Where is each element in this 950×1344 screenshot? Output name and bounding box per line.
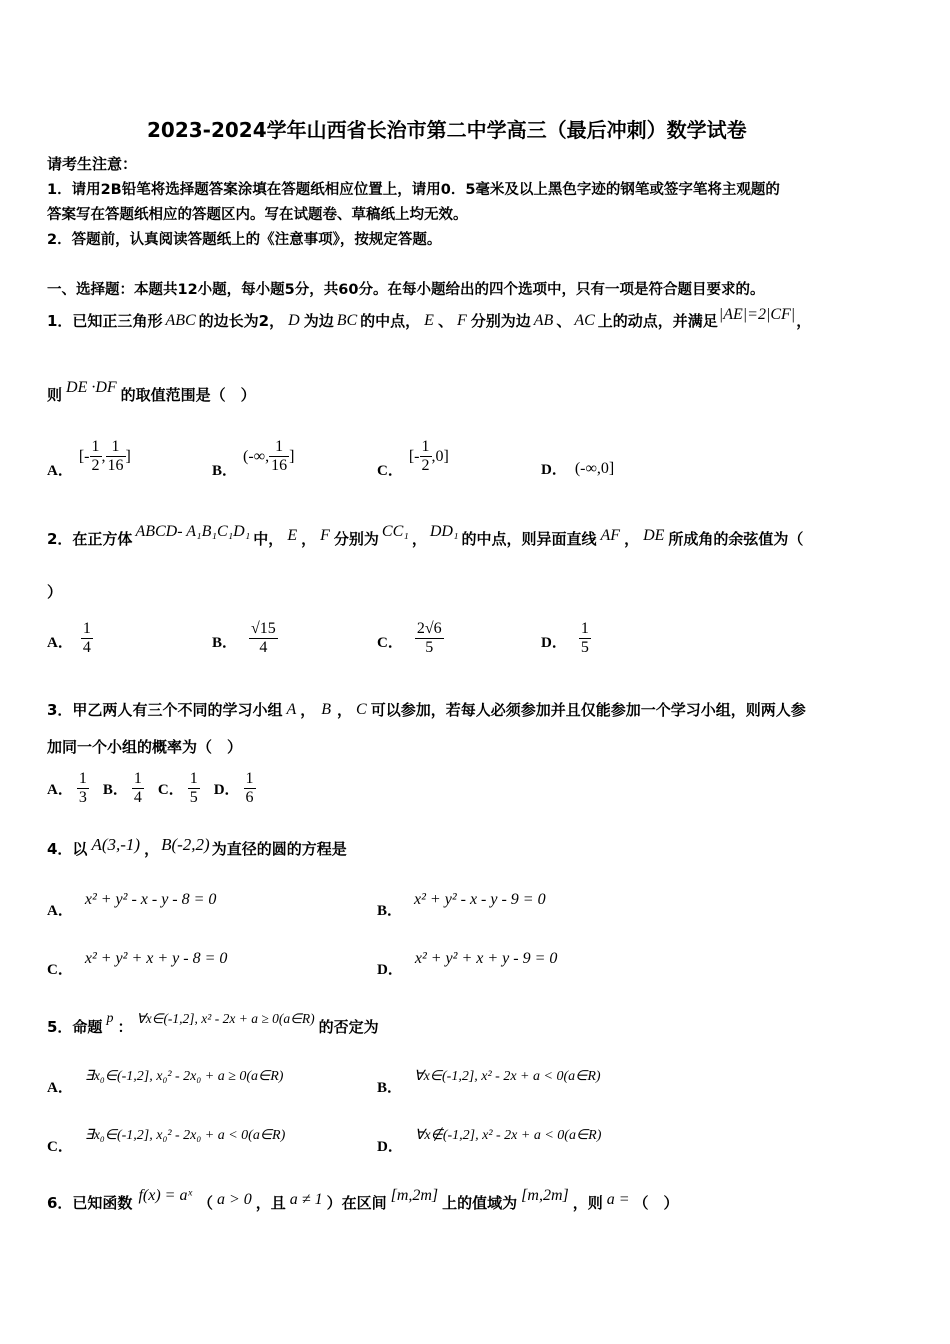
den: 3 (78, 789, 87, 806)
q1-text-1: 1．已知正三角形 (47, 312, 163, 330)
q2-option-a-frac (81, 620, 93, 657)
q2-math-cube: ABCD- A₁B₁C₁D₁ (135, 522, 251, 540)
q1-option-a (47, 438, 131, 479)
q2-option-c-label: C． (377, 635, 403, 651)
q1-option-a-pre: [- (78, 447, 90, 465)
notice-line-1a: 1．请用2B铅笔将选择题答案涂填在答题纸相应位置上，请用0．5毫米及以上黑色字迹的钢笔或签字笔将主观题的 (47, 182, 780, 198)
q5-option-a-label: A． (47, 1080, 73, 1096)
q1-math-abc: ABC (165, 311, 196, 329)
q1-text-11: 的取值范围是（ ） (120, 386, 256, 404)
q6-text-4: ）在区间 (326, 1194, 387, 1212)
den: 5 (425, 639, 434, 656)
q6-math-interval: [m,2m] (390, 1186, 439, 1204)
q1-option-c-frac (420, 438, 432, 475)
question-5-stem (47, 1010, 379, 1037)
page-title: 2023-2024学年山西省长治市第二中学高三（最后冲刺）数学试卷 (147, 118, 747, 142)
q4-option-a-label: A． (47, 903, 73, 919)
q1-text-10: 则 (47, 386, 63, 404)
q3-option-c-frac (188, 770, 200, 807)
q1-option-b-pre: (-∞, (243, 447, 270, 465)
q6-text-7: （ ） (633, 1194, 679, 1212)
q6-math-function: f(x) = aˣ (138, 1186, 192, 1204)
q3-option-b (103, 770, 144, 807)
q3-option-b-label: B． (102, 782, 128, 798)
q5-math-p: p (106, 1010, 114, 1026)
q4-option-a-text: x² + y² - x - y - 8 = 0 (84, 890, 217, 908)
num: 1 (82, 620, 91, 637)
q4-option-b (377, 889, 546, 919)
notice-line-1b: 答案写在答题纸相应的答题区内。写在试题卷、草稿纸上均无效。 (47, 207, 468, 223)
num: 1 (133, 770, 142, 787)
den: 16 (107, 457, 124, 474)
q5-option-b (377, 1066, 601, 1096)
q2-option-b-label: B． (212, 635, 238, 651)
q4-math-point-b: B(-2,2) (161, 834, 210, 854)
q1-option-c-pre: [- (408, 447, 420, 465)
q5-option-d-text: ∀x∉(-1,2], x² - 2x + a < 0(a∈R) (414, 1128, 602, 1143)
num: 1 (421, 438, 430, 455)
q5-math-proposition: ∀x∈(-1,2], x² - 2x + a ≥ 0(a∈R) (136, 1010, 315, 1026)
q5-text-1: 5．命题 (47, 1018, 103, 1036)
q1-text-8: 上的动点，并满足 (597, 312, 718, 330)
q2-text-6: 的中点，则异面直线 (461, 530, 597, 548)
q1-option-c (377, 438, 449, 479)
q3-text-4: 可以参加，若每人必须参加并且仅能参加一个学习小组，则两人参 (370, 701, 806, 719)
q1-option-d-label: D． (541, 462, 567, 478)
q2-text-3: ， (301, 530, 317, 548)
q4-option-d-text: x² + y² + x + y - 9 = 0 (414, 949, 558, 967)
q6-text-1: 6．已知函数 (47, 1194, 133, 1212)
q4-option-c-text: x² + y² + x + y - 8 = 0 (84, 949, 228, 967)
q2-math-f: F (320, 526, 330, 544)
q1-math-ac: AC (574, 311, 595, 329)
q1-option-c-label: C． (377, 463, 403, 479)
q2-option-d-frac (579, 620, 591, 657)
q1-option-b-post: ] (289, 447, 295, 465)
q3-option-d-label: D． (213, 782, 240, 798)
q2-option-b-frac (249, 620, 278, 657)
q1-option-a-mid: , (101, 447, 106, 465)
q5-text-3: 的否定为 (318, 1018, 379, 1036)
q1-math-ab: AB (533, 311, 554, 329)
q6-text-2: （ (197, 1194, 213, 1212)
q2-option-b (212, 620, 278, 657)
q2-text-2: 中， (253, 530, 284, 548)
q2-text-1: 2．在正方体 (47, 530, 133, 548)
q1-text-4: 的中点， (360, 312, 421, 330)
q1-math-dot-product: DE ·DF (66, 378, 117, 396)
q2-math-dd1: DD₁ (429, 522, 459, 540)
q2-math-de: DE (643, 526, 665, 544)
q2-text-4: 分别为 (333, 530, 379, 548)
q1-math-condition: |AE|=2|CF| (718, 305, 796, 323)
q6-text-3: ，且 (255, 1194, 286, 1212)
q1-text-9: ， (796, 312, 812, 330)
den: 6 (245, 789, 254, 806)
q2-math-e: E (287, 526, 298, 544)
q2-text-5: ， (411, 530, 427, 548)
q2-math-cc1: CC₁ (381, 522, 409, 540)
q3-option-a-frac (77, 770, 89, 807)
den: 4 (259, 639, 268, 656)
question-1-stem-line-2 (47, 378, 256, 405)
q1-text-5: 、 (437, 312, 453, 330)
den: 2 (91, 457, 100, 474)
q1-option-c-post: ,0] (431, 447, 449, 465)
q6-math-a-not-one: a ≠ 1 (289, 1190, 323, 1208)
q4-option-d-label: D． (377, 962, 403, 978)
q1-math-d: D (288, 311, 300, 329)
notice-line-2: 2．答题前，认真阅读答题纸上的《注意事项》，按规定答题。 (47, 232, 442, 248)
num: 1 (78, 770, 87, 787)
q4-option-c-label: C． (47, 962, 73, 978)
q3-option-a (47, 770, 89, 807)
den: 2 (421, 457, 430, 474)
q1-option-b-frac (269, 438, 289, 475)
question-2-stem-line-2: ） (47, 583, 63, 601)
question-2-stem (47, 522, 804, 549)
q5-option-c-text: ∃x₀∈(-1,2], x₀² - 2x₀ + a < 0(a∈R) (84, 1128, 286, 1143)
q6-math-a-equals: a = (606, 1190, 630, 1208)
q4-option-d (377, 948, 558, 978)
den: 4 (82, 639, 91, 656)
q5-option-d (377, 1125, 602, 1155)
q4-option-b-label: B． (377, 903, 403, 919)
q3-option-b-frac (132, 770, 144, 807)
question-3-stem (47, 699, 806, 720)
q2-option-d (541, 620, 591, 657)
q1-math-e: E (424, 311, 434, 329)
den: 5 (580, 639, 589, 656)
q1-text-7: 、 (556, 312, 572, 330)
q1-option-a-frac-1 (90, 438, 102, 475)
q5-option-a-text: ∃x₀∈(-1,2], x₀² - 2x₀ + a ≥ 0(a∈R) (84, 1069, 284, 1084)
q5-option-c (47, 1125, 286, 1155)
q1-text-2: 的边长为2， (198, 312, 285, 330)
q3-text-2: ， (300, 701, 316, 719)
q6-text-5: 上的值域为 (442, 1194, 518, 1212)
q3-math-a: A (286, 700, 297, 718)
notice-heading: 请考生注意： (47, 155, 138, 173)
section-heading: 一、选择题：本题共12小题，每小题5分，共60分。在每小题给出的四个选项中，只有一项是符合题目要求的。 (47, 282, 765, 298)
q3-math-b: B (321, 700, 332, 718)
q2-option-d-label: D． (541, 635, 567, 651)
q4-option-b-text: x² + y² - x - y - 9 = 0 (414, 890, 546, 908)
q6-math-range: [m,2m] (521, 1186, 569, 1204)
q1-text-6: 分别为边 (470, 312, 531, 330)
num: 1 (245, 770, 254, 787)
q5-option-d-label: D． (377, 1139, 403, 1155)
q3-text-3: ， (337, 701, 353, 719)
q1-option-b-label: B． (212, 463, 238, 479)
q1-math-bc: BC (336, 311, 358, 329)
q5-text-2: ： (117, 1018, 133, 1036)
num: 1 (91, 438, 100, 455)
q5-option-c-label: C． (47, 1139, 73, 1155)
q5-option-b-text: ∀x∈(-1,2], x² - 2x + a < 0(a∈R) (414, 1069, 601, 1084)
num: √15 (251, 620, 276, 637)
q4-text-3: 为直径的圆的方程是 (211, 840, 347, 858)
q3-option-c (158, 770, 200, 807)
q2-text-8: 所成角的余弦值为（ (668, 530, 804, 548)
num: 1 (269, 438, 289, 457)
question-1-stem (47, 305, 812, 331)
q4-option-c (47, 948, 228, 978)
q1-option-a-post: ] (125, 447, 131, 465)
q4-math-point-a: A(3,-1) (91, 834, 141, 854)
question-6-stem (47, 1186, 679, 1213)
q2-math-af: AF (600, 526, 621, 544)
q1-option-a-label: A． (47, 463, 73, 479)
q4-option-a (47, 889, 217, 919)
q4-text-1: 4．以 (47, 840, 88, 858)
num: 2√6 (416, 620, 442, 637)
q3-option-c-label: C． (157, 782, 184, 798)
den: 4 (133, 789, 142, 806)
question-3-stem-line-2: 加同一个小组的概率为（ ） (47, 738, 243, 756)
q2-option-a (47, 620, 93, 657)
q5-option-a (47, 1066, 284, 1096)
q1-option-d (541, 458, 614, 479)
q1-option-b (212, 438, 295, 479)
q1-option-d-text: (-∞,0] (574, 459, 615, 477)
q3-options (47, 770, 270, 807)
q6-text-6: ，则 (572, 1194, 603, 1212)
num: 1 (580, 620, 589, 637)
q3-option-a-label: A． (47, 782, 73, 798)
q5-option-b-label: B． (377, 1080, 403, 1096)
q1-text-3: 为边 (303, 312, 334, 330)
question-4-stem (47, 834, 347, 859)
q1-math-f: F (456, 311, 467, 329)
q4-text-2: ， (144, 840, 160, 858)
den: 16 (271, 457, 288, 474)
den: 5 (189, 789, 198, 806)
q3-text-1: 3．甲乙两人有三个不同的学习小组 (47, 701, 283, 719)
q6-math-a-positive: a > 0 (216, 1190, 252, 1208)
q2-option-c-frac (415, 620, 444, 657)
num: 1 (106, 438, 126, 457)
q3-option-d-frac (244, 770, 256, 807)
q1-option-a-frac-2 (106, 438, 126, 475)
q2-option-a-label: A． (47, 635, 73, 651)
q3-math-c: C (356, 700, 367, 718)
q3-option-d (214, 770, 256, 807)
q2-text-7: ， (624, 530, 640, 548)
num: 1 (189, 770, 198, 787)
q2-option-c (377, 620, 444, 657)
